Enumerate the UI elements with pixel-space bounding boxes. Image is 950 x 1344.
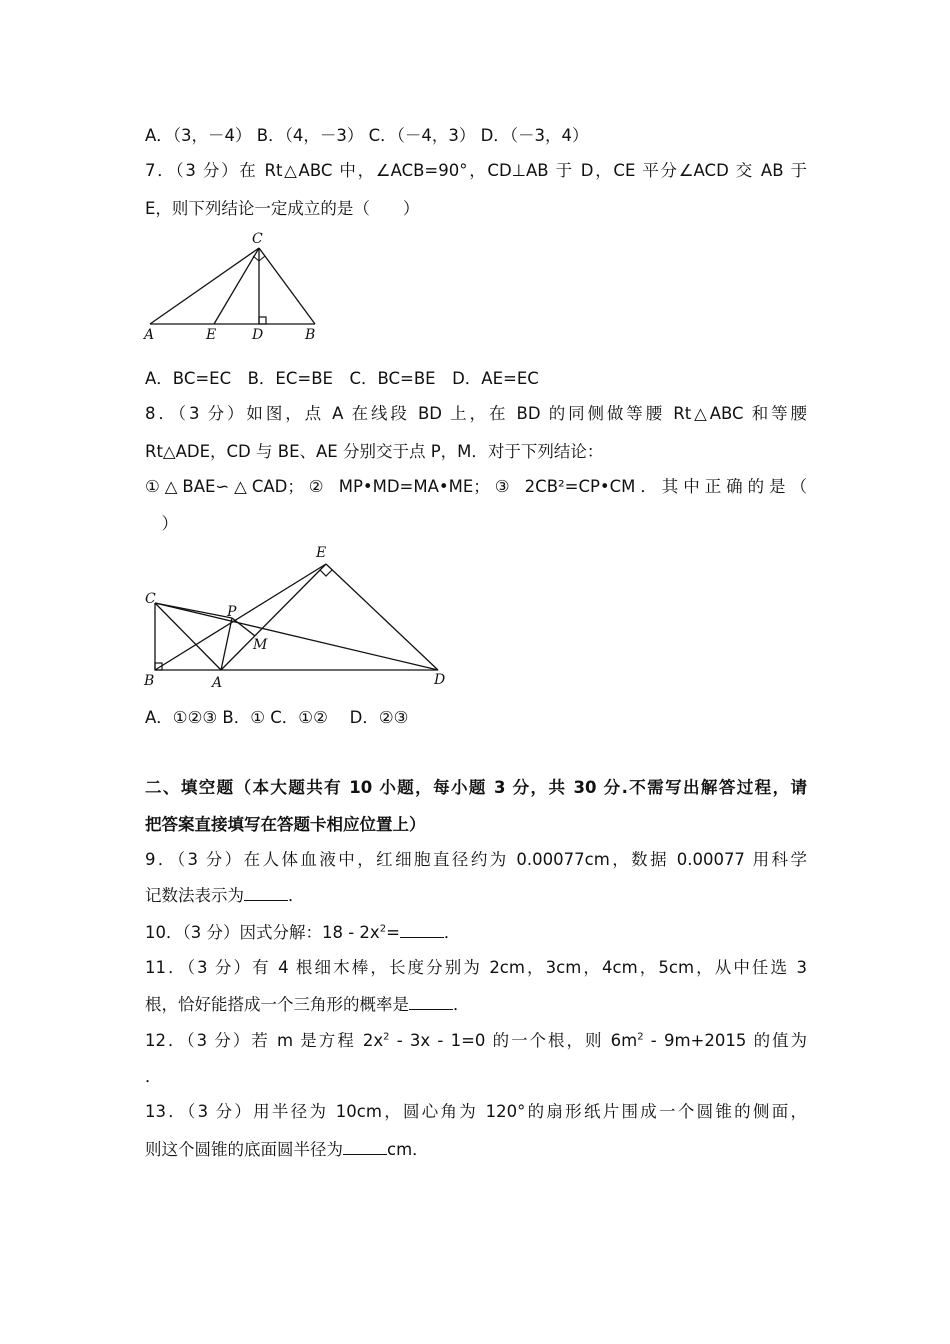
q9-line2-end: ．: [288, 886, 305, 905]
q12-stem-line2: ．: [145, 1067, 162, 1086]
q13-stem-line1: 13．（3 分）用半径为 10cm，圆心角为 120°的扇形纸片围成一个圆锥的侧面，: [145, 1102, 807, 1121]
q10-answer-blank: [400, 923, 444, 938]
q8-stem-line3: ①△BAE∽△CAD；② MP•MD=MA•ME；③ 2CB²=CP•CM．其中正确的是（: [145, 477, 807, 496]
q7-label-b: B: [305, 327, 316, 343]
q8-label-c: C: [145, 591, 156, 607]
q10-stem: [145, 922, 460, 944]
q11-line2-end: ．: [453, 995, 470, 1014]
q7-stem-line2: E，则下列结论一定成立的是（ ）: [145, 199, 420, 218]
q8-segment-ae: [221, 564, 326, 670]
q7-segment-bc: [259, 248, 315, 324]
q9-line2-text: 记数法表示为: [145, 886, 244, 905]
q9-stem-line2: [145, 885, 305, 907]
q7-options: A．BC=EC B．EC=BE C．BC=BE D．AE=EC: [145, 369, 539, 388]
q8-label-p: P: [227, 604, 237, 620]
section2-heading-line1: 二、填空题（本大题共有 10 小题，每小题 3 分，共 30 分.不需写出解答过程，请: [145, 778, 807, 797]
q8-segment-cd: [155, 603, 438, 670]
q8-segment-pm: [232, 618, 255, 636]
q8-stem-line4: ）: [145, 514, 178, 533]
q8-segment-cp: [155, 603, 232, 618]
q11-stem-line1: 11．（3 分）有 4 根细木棒，长度分别为 2cm，3cm，4cm，5cm，从中任选 3: [145, 958, 807, 977]
q8-label-m: M: [253, 637, 268, 653]
q10-equals: =: [386, 923, 400, 942]
q7-stem-line1: 7．（3 分）在 Rt△ABC 中，∠ACB=90°，CD⊥AB 于 D，CE 平分∠ACD 交 AB 于: [145, 161, 807, 180]
q7-label-a: A: [144, 327, 155, 343]
q12-part-a: 12．（3 分）若 m 是方程 2x: [145, 1031, 384, 1050]
q9-answer-blank: [244, 886, 288, 901]
q13-answer-blank: [343, 1140, 387, 1155]
q13-stem-line2: [145, 1139, 429, 1161]
q12-part-b: - 3x - 1=0 的一个根，则 6m: [389, 1031, 638, 1050]
q8-label-a: A: [212, 675, 223, 691]
q10-prefix: 10．（3 分）因式分解：18 - 2x: [145, 923, 380, 942]
q12-part-c: - 9m+2015 的值为: [643, 1031, 808, 1050]
q7-label-e: E: [206, 327, 217, 343]
q7-figure: [140, 228, 330, 346]
q8-label-e: E: [316, 545, 327, 561]
q12-exponent-1: 2: [383, 1031, 390, 1043]
q7-label-d: D: [252, 327, 264, 343]
q11-line2-text: 根，恰好能搭成一个三角形的概率是: [145, 995, 409, 1014]
q8-options: A．①②③ B．① C．①② D．②③: [145, 708, 409, 727]
q7-label-c: C: [252, 231, 263, 247]
q10-end: ．: [443, 923, 461, 942]
q7-segment-ac: [150, 248, 259, 324]
q10-exponent: 2: [379, 923, 387, 935]
section2-heading-line2: 把答案直接填写在答题卡相应位置上）: [145, 815, 426, 834]
q8-label-b: B: [144, 673, 155, 689]
q7-right-angle-d: [259, 317, 266, 324]
q8-figure: [138, 540, 458, 692]
q6-options: A．（3，－4） B．（4，－3） C．（－4，3） D．（－3，4）: [145, 126, 589, 145]
q8-segment-ed: [326, 564, 438, 670]
q8-segment-ca: [155, 603, 221, 670]
q8-right-angle-e: [320, 570, 332, 576]
q8-segment-be: [155, 564, 326, 670]
q7-segment-ce: [214, 248, 259, 324]
q12-stem-line1: [145, 1030, 807, 1052]
q13-line2-end: cm．: [387, 1140, 429, 1159]
q8-label-d: D: [434, 672, 446, 688]
q8-stem-line2: Rt△ADE，CD 与 BE、AE 分别交于点 P，M．对于下列结论：: [145, 442, 604, 461]
q12-exponent-2: 2: [637, 1031, 644, 1043]
q9-stem-line1: 9．（3 分）在人体血液中，红细胞直径约为 0.00077cm，数据 0.00077 用科学: [145, 850, 807, 869]
q11-answer-blank: [409, 995, 453, 1010]
q13-line2-text: 则这个圆锥的底面圆半径为: [145, 1140, 343, 1159]
q8-stem-line1: 8．（3 分）如图，点 A 在线段 BD 上，在 BD 的同侧做等腰 Rt△ABC 和等腰: [145, 404, 807, 423]
q11-stem-line2: [145, 994, 470, 1016]
